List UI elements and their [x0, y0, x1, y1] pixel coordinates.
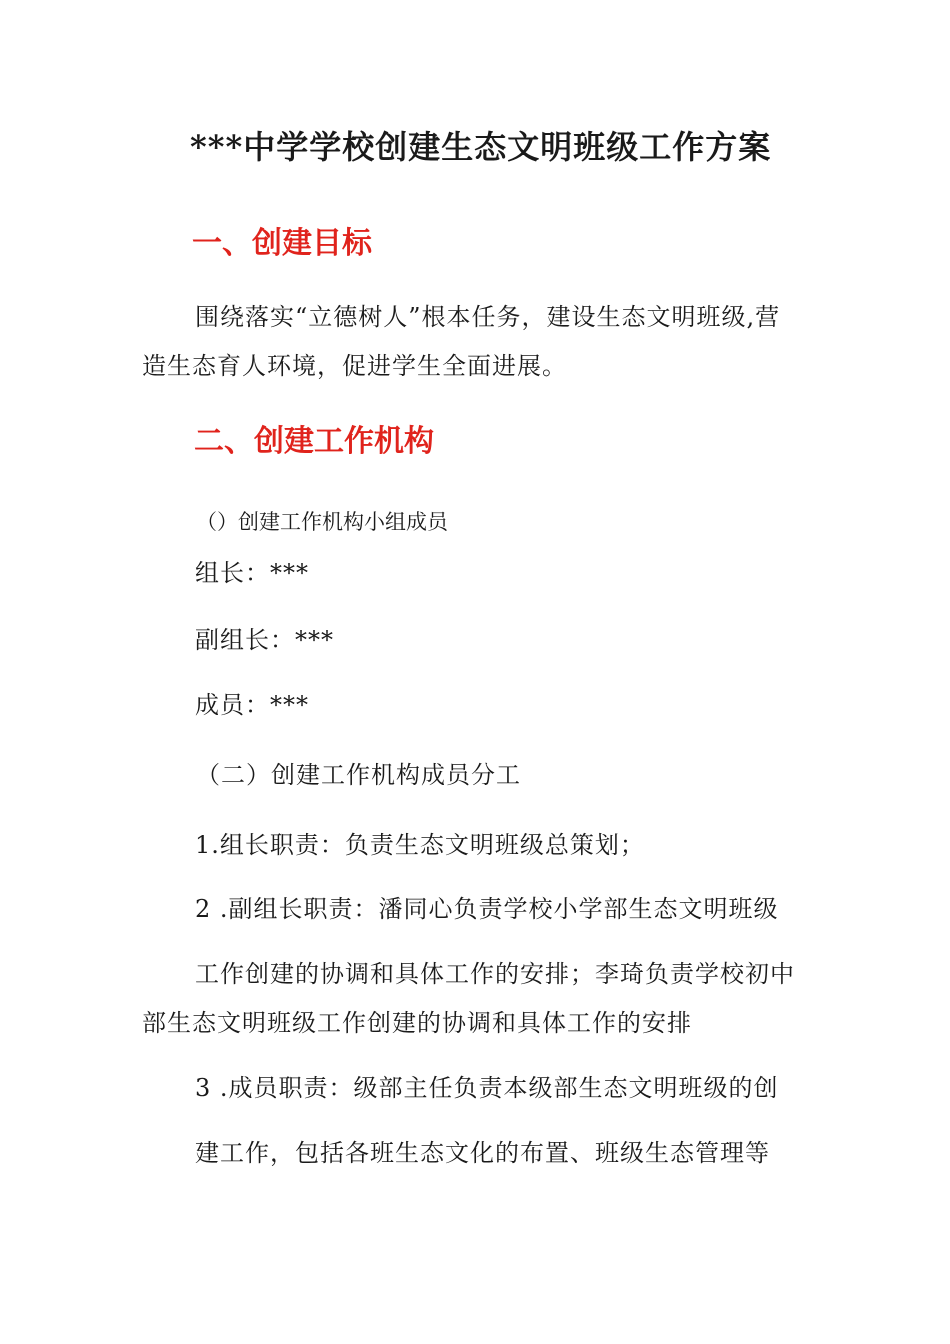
duty-2-line-1: 2 .副组长职责：潘同心负责学校小学部生态文明班级: [195, 895, 779, 923]
duty-1-line: 1.组长职责：负责生态文明班级总策划；: [195, 831, 645, 859]
vice-leader-line: 副组长：***: [195, 626, 334, 654]
subsection-duties-heading: （二）创建工作机构成员分工: [196, 761, 521, 789]
duty-3-line-2: 建工作，包括各班生态文化的布置、班级生态管理等: [195, 1139, 770, 1167]
goals-paragraph-line-1: 围绕落实“立德树人”根本任务，建设生态文明班级,营: [195, 303, 781, 331]
goals-paragraph-line-2: 造生态育人环境，促进学生全面进展。: [142, 352, 567, 380]
section-heading-goals: 一、创建目标: [192, 226, 372, 261]
section-heading-organization: 二、创建工作机构: [194, 424, 434, 459]
duty-3-line-1: 3 .成员职责：级部主任负责本级部生态文明班级的创: [195, 1074, 779, 1102]
members-line: 成员：***: [195, 691, 309, 719]
document-title: ***中学学校创建生态文明班级工作方案: [190, 128, 772, 166]
leader-line: 组长：***: [195, 559, 309, 587]
duty-2-line-3: 部生态文明班级工作创建的协调和具体工作的安排: [142, 1009, 692, 1037]
subsection-members-heading: （）创建工作机构小组成员: [196, 510, 448, 534]
duty-2-line-2: 工作创建的协调和具体工作的安排；李琦负责学校初中: [195, 960, 795, 988]
